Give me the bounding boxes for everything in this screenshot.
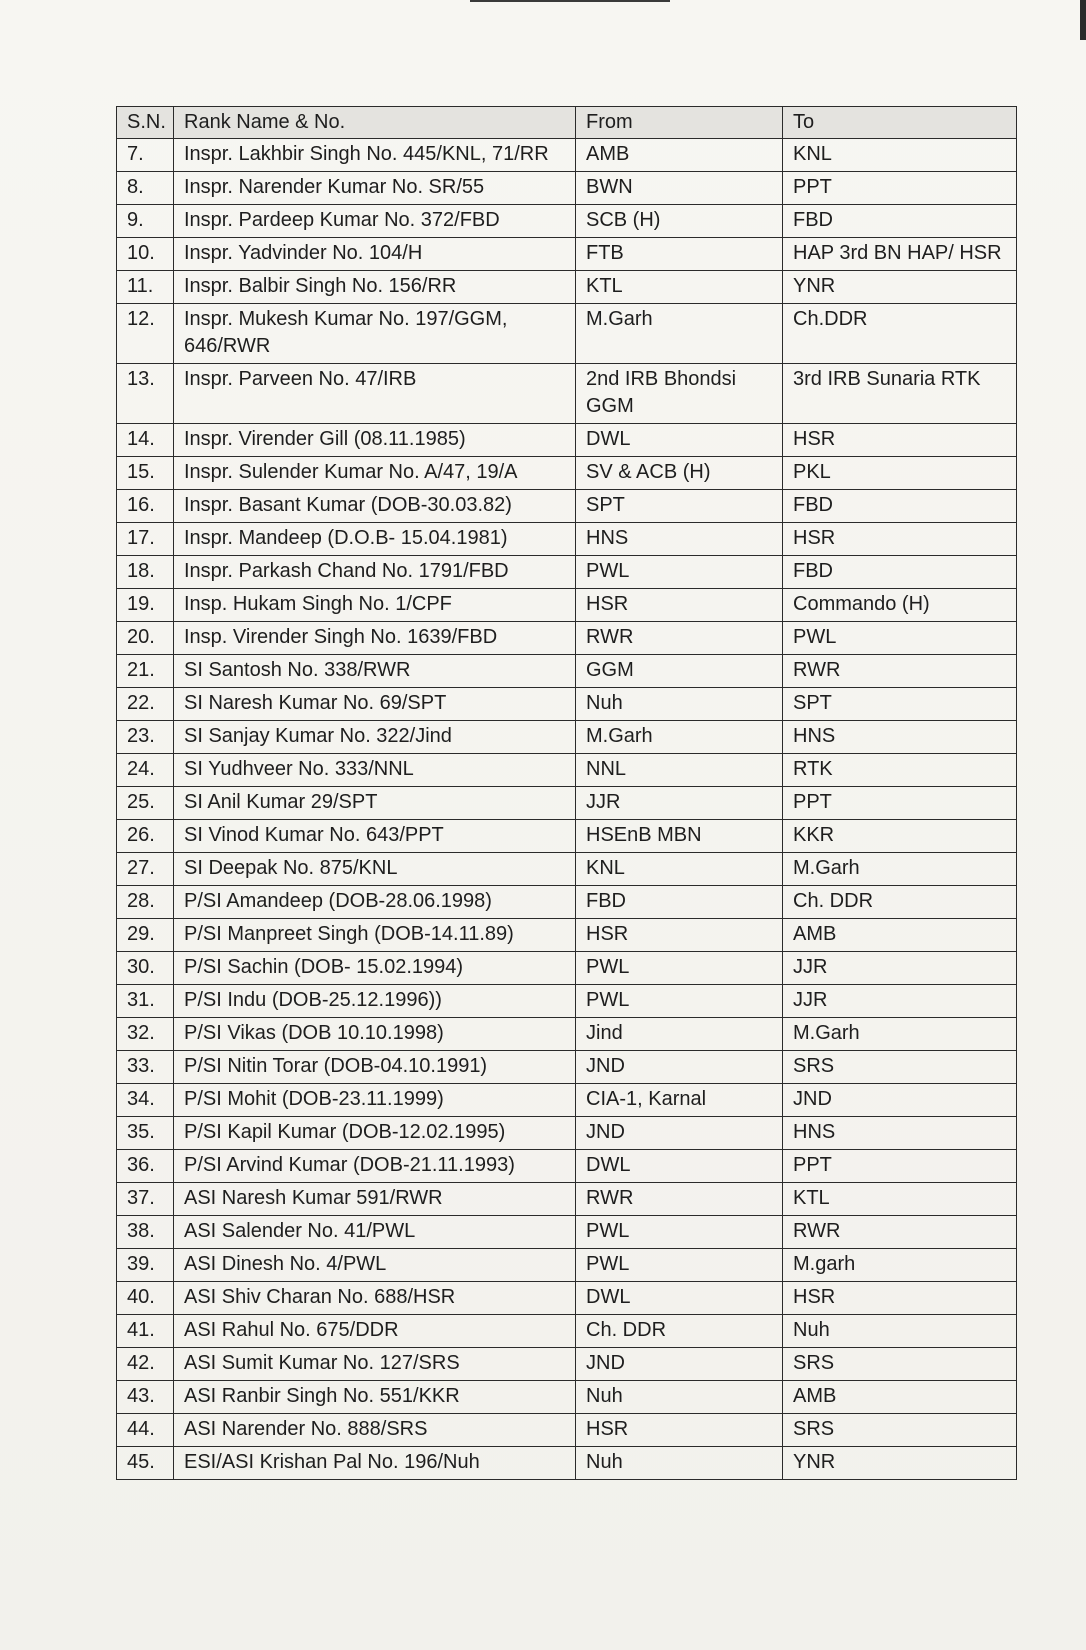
table-row <box>117 589 1017 622</box>
table-row <box>117 985 1017 1018</box>
cell-from: RWR <box>576 1183 783 1216</box>
cell-to: Nuh <box>783 1315 1017 1348</box>
cell-from: DWL <box>576 424 783 457</box>
cell-from: SV & ACB (H) <box>576 457 783 490</box>
cell-rank-name: P/SI Indu (DOB-25.12.1996)) <box>174 985 576 1018</box>
cell-sn: 31. <box>117 985 174 1018</box>
cell-rank-name: ASI Sumit Kumar No. 127/SRS <box>174 1348 576 1381</box>
table-row <box>117 1282 1017 1315</box>
cell-sn: 37. <box>117 1183 174 1216</box>
cell-rank-name: Inspr. Balbir Singh No. 156/RR <box>174 271 576 304</box>
cell-sn: 21. <box>117 655 174 688</box>
cell-rank-name: Inspr. Parkash Chand No. 1791/FBD <box>174 556 576 589</box>
cell-rank-name: Inspr. Virender Gill (08.11.1985) <box>174 424 576 457</box>
table-row <box>117 1348 1017 1381</box>
cell-rank-name: SI Sanjay Kumar No. 322/Jind <box>174 721 576 754</box>
cell-from: Jind <box>576 1018 783 1051</box>
cell-rank-name: P/SI Manpreet Singh (DOB-14.11.89) <box>174 919 576 952</box>
cell-rank-name: SI Anil Kumar 29/SPT <box>174 787 576 820</box>
table-row <box>117 1216 1017 1249</box>
cell-from: PWL <box>576 556 783 589</box>
cell-to: JJR <box>783 985 1017 1018</box>
cell-to: PPT <box>783 172 1017 205</box>
cell-sn: 42. <box>117 1348 174 1381</box>
table-row <box>117 1117 1017 1150</box>
cell-from: BWN <box>576 172 783 205</box>
cell-to: M.Garh <box>783 1018 1017 1051</box>
cell-to: KNL <box>783 139 1017 172</box>
cell-sn: 22. <box>117 688 174 721</box>
cell-sn: 26. <box>117 820 174 853</box>
cell-sn: 24. <box>117 754 174 787</box>
cell-from: Nuh <box>576 1381 783 1414</box>
cell-sn: 23. <box>117 721 174 754</box>
cell-from: JJR <box>576 787 783 820</box>
cell-to: Commando (H) <box>783 589 1017 622</box>
table-row <box>117 139 1017 172</box>
cell-sn: 25. <box>117 787 174 820</box>
table-row <box>117 853 1017 886</box>
header-sn: S.N. <box>117 107 174 139</box>
cell-from: RWR <box>576 622 783 655</box>
cell-to: Ch.DDR <box>783 304 1017 364</box>
table-row <box>117 1447 1017 1480</box>
cell-sn: 28. <box>117 886 174 919</box>
cell-sn: 18. <box>117 556 174 589</box>
cell-rank-name: Insp. Virender Singh No. 1639/FBD <box>174 622 576 655</box>
cell-sn: 12. <box>117 304 174 364</box>
cell-to: AMB <box>783 1381 1017 1414</box>
cell-from: SPT <box>576 490 783 523</box>
cell-sn: 45. <box>117 1447 174 1480</box>
cell-rank-name: P/SI Arvind Kumar (DOB-21.11.1993) <box>174 1150 576 1183</box>
table-row <box>117 1381 1017 1414</box>
table-row <box>117 490 1017 523</box>
cell-from: PWL <box>576 952 783 985</box>
cell-rank-name: P/SI Kapil Kumar (DOB-12.02.1995) <box>174 1117 576 1150</box>
cell-from: M.Garh <box>576 304 783 364</box>
cell-from: Nuh <box>576 688 783 721</box>
cell-sn: 35. <box>117 1117 174 1150</box>
cell-rank-name: ASI Salender No. 41/PWL <box>174 1216 576 1249</box>
cell-to: SPT <box>783 688 1017 721</box>
cell-rank-name: SI Vinod Kumar No. 643/PPT <box>174 820 576 853</box>
right-edge-mark <box>1080 0 1086 40</box>
cell-to: SRS <box>783 1051 1017 1084</box>
table-body <box>117 139 1017 1480</box>
cell-to: SRS <box>783 1348 1017 1381</box>
table-row <box>117 919 1017 952</box>
cell-sn: 16. <box>117 490 174 523</box>
table-row <box>117 523 1017 556</box>
cell-rank-name: ASI Naresh Kumar 591/RWR <box>174 1183 576 1216</box>
table-row <box>117 1183 1017 1216</box>
cell-sn: 44. <box>117 1414 174 1447</box>
cell-rank-name: P/SI Nitin Torar (DOB-04.10.1991) <box>174 1051 576 1084</box>
table-row <box>117 622 1017 655</box>
table-row <box>117 172 1017 205</box>
table-row <box>117 787 1017 820</box>
table-row <box>117 1249 1017 1282</box>
cell-from: NNL <box>576 754 783 787</box>
table-row <box>117 820 1017 853</box>
cell-from: DWL <box>576 1282 783 1315</box>
cell-to: Ch. DDR <box>783 886 1017 919</box>
table-row <box>117 952 1017 985</box>
cell-sn: 27. <box>117 853 174 886</box>
cell-rank-name: Inspr. Narender Kumar No. SR/55 <box>174 172 576 205</box>
cell-to: PWL <box>783 622 1017 655</box>
cell-from: SCB (H) <box>576 205 783 238</box>
cell-rank-name: ASI Dinesh No. 4/PWL <box>174 1249 576 1282</box>
cell-from: HSR <box>576 919 783 952</box>
cell-rank-name: ASI Rahul No. 675/DDR <box>174 1315 576 1348</box>
header-from: From <box>576 107 783 139</box>
cell-sn: 14. <box>117 424 174 457</box>
table-row <box>117 886 1017 919</box>
cell-sn: 8. <box>117 172 174 205</box>
cell-from: Ch. DDR <box>576 1315 783 1348</box>
cell-rank-name: Inspr. Basant Kumar (DOB-30.03.82) <box>174 490 576 523</box>
cell-to: AMB <box>783 919 1017 952</box>
cell-rank-name: P/SI Vikas (DOB 10.10.1998) <box>174 1018 576 1051</box>
transfer-table <box>116 106 1017 1480</box>
cell-to: YNR <box>783 271 1017 304</box>
cell-sn: 43. <box>117 1381 174 1414</box>
cell-rank-name: ESI/ASI Krishan Pal No. 196/Nuh <box>174 1447 576 1480</box>
cell-sn: 33. <box>117 1051 174 1084</box>
cell-to: PPT <box>783 1150 1017 1183</box>
cell-to: HAP 3rd BN HAP/ HSR <box>783 238 1017 271</box>
table-row <box>117 304 1017 364</box>
table-row <box>117 1315 1017 1348</box>
cell-to: RTK <box>783 754 1017 787</box>
cell-from: FTB <box>576 238 783 271</box>
cell-to: PPT <box>783 787 1017 820</box>
cell-rank-name: Inspr. Pardeep Kumar No. 372/FBD <box>174 205 576 238</box>
cell-to: FBD <box>783 556 1017 589</box>
cell-rank-name: ASI Narender No. 888/SRS <box>174 1414 576 1447</box>
cell-from: PWL <box>576 985 783 1018</box>
table-row <box>117 238 1017 271</box>
cell-to: M.Garh <box>783 853 1017 886</box>
cell-from: JND <box>576 1051 783 1084</box>
cell-rank-name: Inspr. Lakhbir Singh No. 445/KNL, 71/RR <box>174 139 576 172</box>
cell-rank-name: SI Naresh Kumar No. 69/SPT <box>174 688 576 721</box>
cell-sn: 41. <box>117 1315 174 1348</box>
cell-to: HSR <box>783 523 1017 556</box>
cell-to: SRS <box>783 1414 1017 1447</box>
cell-from: JND <box>576 1348 783 1381</box>
table-row <box>117 1414 1017 1447</box>
header-row <box>117 107 1017 139</box>
table-row <box>117 1150 1017 1183</box>
header-rank-name: Rank Name & No. <box>174 107 576 139</box>
cell-from: M.Garh <box>576 721 783 754</box>
cell-rank-name: Inspr. Parveen No. 47/IRB <box>174 364 576 424</box>
cell-sn: 40. <box>117 1282 174 1315</box>
table-row <box>117 271 1017 304</box>
cell-rank-name: SI Deepak No. 875/KNL <box>174 853 576 886</box>
cell-sn: 38. <box>117 1216 174 1249</box>
cell-sn: 20. <box>117 622 174 655</box>
cell-from: 2nd IRB Bhondsi GGM <box>576 364 783 424</box>
table-row <box>117 424 1017 457</box>
cell-rank-name: SI Yudhveer No. 333/NNL <box>174 754 576 787</box>
cell-rank-name: ASI Ranbir Singh No. 551/KKR <box>174 1381 576 1414</box>
cell-to: HNS <box>783 721 1017 754</box>
cell-from: PWL <box>576 1249 783 1282</box>
cell-to: HSR <box>783 424 1017 457</box>
cell-to: HSR <box>783 1282 1017 1315</box>
cell-from: HSR <box>576 1414 783 1447</box>
cell-to: FBD <box>783 490 1017 523</box>
table-row <box>117 364 1017 424</box>
cell-sn: 17. <box>117 523 174 556</box>
cell-from: JND <box>576 1117 783 1150</box>
cell-to: PKL <box>783 457 1017 490</box>
cell-from: Nuh <box>576 1447 783 1480</box>
table-row <box>117 205 1017 238</box>
cell-from: HNS <box>576 523 783 556</box>
header-to: To <box>783 107 1017 139</box>
table-row <box>117 655 1017 688</box>
cell-rank-name: Inspr. Yadvinder No. 104/H <box>174 238 576 271</box>
cell-sn: 39. <box>117 1249 174 1282</box>
cell-from: HSR <box>576 589 783 622</box>
cell-rank-name: P/SI Amandeep (DOB-28.06.1998) <box>174 886 576 919</box>
cell-sn: 36. <box>117 1150 174 1183</box>
cell-sn: 15. <box>117 457 174 490</box>
cell-rank-name: Inspr. Mandeep (D.O.B- 15.04.1981) <box>174 523 576 556</box>
cell-rank-name: P/SI Sachin (DOB- 15.02.1994) <box>174 952 576 985</box>
table-row <box>117 556 1017 589</box>
cell-to: YNR <box>783 1447 1017 1480</box>
top-edge-line <box>470 0 670 2</box>
cell-sn: 34. <box>117 1084 174 1117</box>
cell-rank-name: ASI Shiv Charan No. 688/HSR <box>174 1282 576 1315</box>
cell-from: HSEnB MBN <box>576 820 783 853</box>
cell-rank-name: SI Santosh No. 338/RWR <box>174 655 576 688</box>
cell-from: CIA-1, Karnal <box>576 1084 783 1117</box>
cell-sn: 29. <box>117 919 174 952</box>
cell-from: KNL <box>576 853 783 886</box>
cell-to: HNS <box>783 1117 1017 1150</box>
cell-rank-name: Inspr. Mukesh Kumar No. 197/GGM, 646/RWR <box>174 304 576 364</box>
table-row <box>117 754 1017 787</box>
cell-to: JND <box>783 1084 1017 1117</box>
table-row <box>117 688 1017 721</box>
cell-sn: 7. <box>117 139 174 172</box>
cell-to: FBD <box>783 205 1017 238</box>
table-row <box>117 1084 1017 1117</box>
cell-sn: 11. <box>117 271 174 304</box>
cell-from: PWL <box>576 1216 783 1249</box>
table-row <box>117 1018 1017 1051</box>
cell-from: AMB <box>576 139 783 172</box>
cell-sn: 9. <box>117 205 174 238</box>
cell-to: RWR <box>783 655 1017 688</box>
cell-rank-name: P/SI Mohit (DOB-23.11.1999) <box>174 1084 576 1117</box>
cell-rank-name: Inspr. Sulender Kumar No. A/47, 19/A <box>174 457 576 490</box>
cell-sn: 19. <box>117 589 174 622</box>
cell-sn: 13. <box>117 364 174 424</box>
table-row <box>117 721 1017 754</box>
cell-to: KTL <box>783 1183 1017 1216</box>
table-row <box>117 1051 1017 1084</box>
cell-to: KKR <box>783 820 1017 853</box>
cell-to: 3rd IRB Sunaria RTK <box>783 364 1017 424</box>
cell-from: FBD <box>576 886 783 919</box>
table-header <box>117 107 1017 139</box>
cell-to: RWR <box>783 1216 1017 1249</box>
cell-from: GGM <box>576 655 783 688</box>
cell-sn: 30. <box>117 952 174 985</box>
cell-rank-name: Insp. Hukam Singh No. 1/CPF <box>174 589 576 622</box>
cell-from: KTL <box>576 271 783 304</box>
cell-sn: 10. <box>117 238 174 271</box>
cell-sn: 32. <box>117 1018 174 1051</box>
cell-to: M.garh <box>783 1249 1017 1282</box>
cell-from: DWL <box>576 1150 783 1183</box>
cell-to: JJR <box>783 952 1017 985</box>
table-row <box>117 457 1017 490</box>
